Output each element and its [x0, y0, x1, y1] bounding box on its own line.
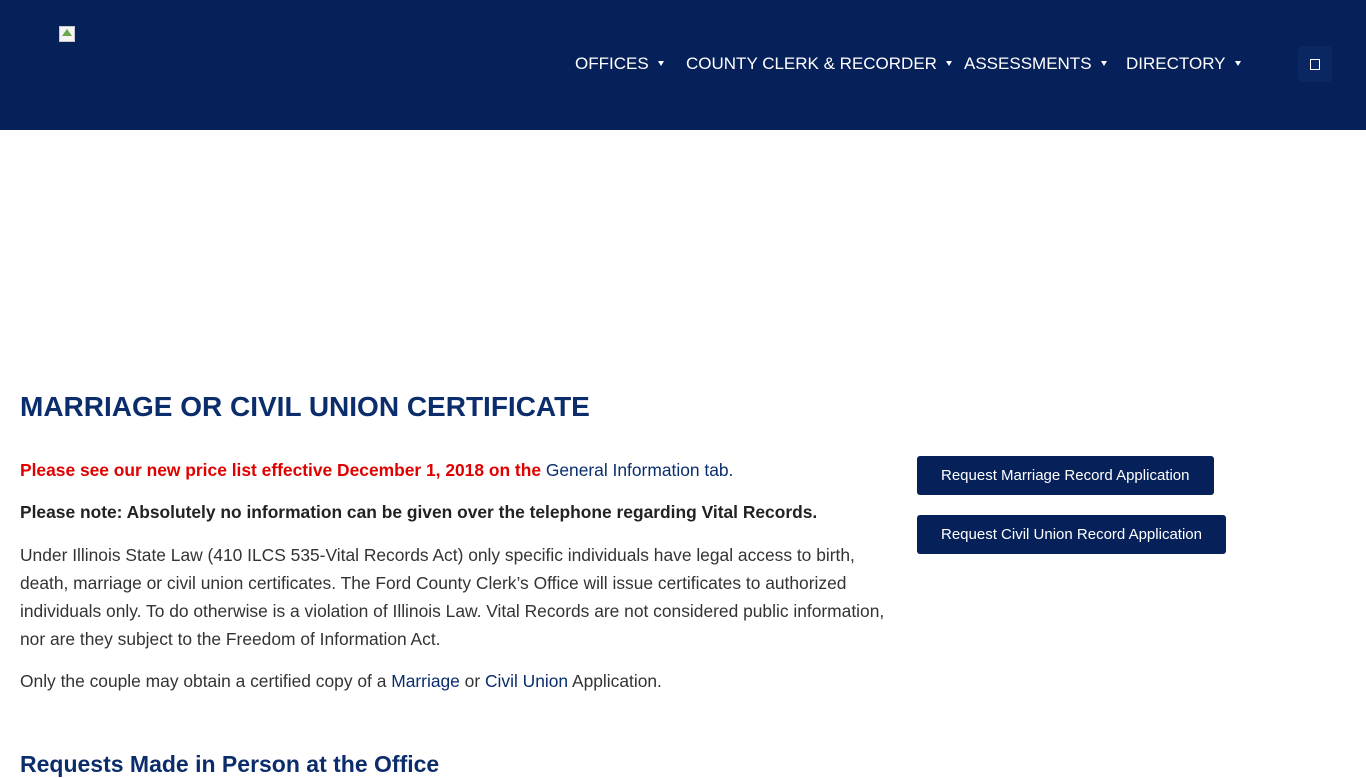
nav-item-label: OFFICES — [575, 54, 649, 73]
nav-item-offices[interactable] — [575, 54, 664, 74]
price-notice — [20, 456, 900, 484]
price-notice-text: Please see our new price list effective December 1, 2018 on the — [20, 460, 546, 480]
nav-item-label: DIRECTORY — [1126, 54, 1226, 73]
couple-paragraph — [20, 667, 900, 695]
nav-item-directory[interactable] — [1126, 54, 1241, 74]
request-civil-union-record-button[interactable]: Request Civil Union Record Application — [917, 515, 1226, 554]
nav-item-label: COUNTY CLERK & RECORDER — [686, 54, 937, 73]
caret-down-icon — [658, 61, 664, 66]
logo-broken-image-icon[interactable] — [59, 26, 75, 42]
couple-or: or — [459, 671, 485, 691]
nav-item-assessments[interactable] — [964, 54, 1107, 74]
law-paragraph: Under Illinois State Law (410 ILCS 535-Vital Records Act) only specific individuals have legal access to birth, death, marriage or civil union certificates. The Ford County Clerk’s Office will issue certificates to authorized individuals only. To do otherwise is a violation of Illinois Law. Vital Records are not considered public information, nor are they subject to the Freedom of Information Act. — [20, 545, 885, 649]
search-icon — [1310, 59, 1320, 70]
caret-down-icon — [1101, 61, 1107, 66]
caret-down-icon — [946, 61, 952, 66]
image-placeholder-icon — [62, 29, 72, 36]
nav-item-label: ASSESSMENTS — [964, 54, 1092, 73]
civil-union-link[interactable]: Civil Union — [484, 671, 569, 691]
site-header — [0, 0, 1366, 130]
nav-item-county-clerk-recorder[interactable] — [686, 54, 952, 74]
couple-prefix: Only the couple may obtain a certified copy of a — [20, 671, 392, 691]
telephone-note: Please note: Absolutely no information can be given over the telephone regarding Vital Records. — [20, 502, 818, 522]
request-marriage-record-button[interactable]: Request Marriage Record Application — [917, 456, 1214, 495]
couple-suffix: Application. — [568, 671, 662, 691]
caret-down-icon — [1235, 61, 1241, 66]
section-heading-in-person: Requests Made in Person at the Office — [20, 751, 440, 777]
page-title: MARRIAGE OR CIVIL UNION CERTIFICATE — [20, 391, 590, 422]
search-button[interactable] — [1298, 46, 1332, 82]
general-information-link[interactable]: General Information tab. — [545, 460, 734, 480]
marriage-link[interactable]: Marriage — [391, 671, 460, 691]
